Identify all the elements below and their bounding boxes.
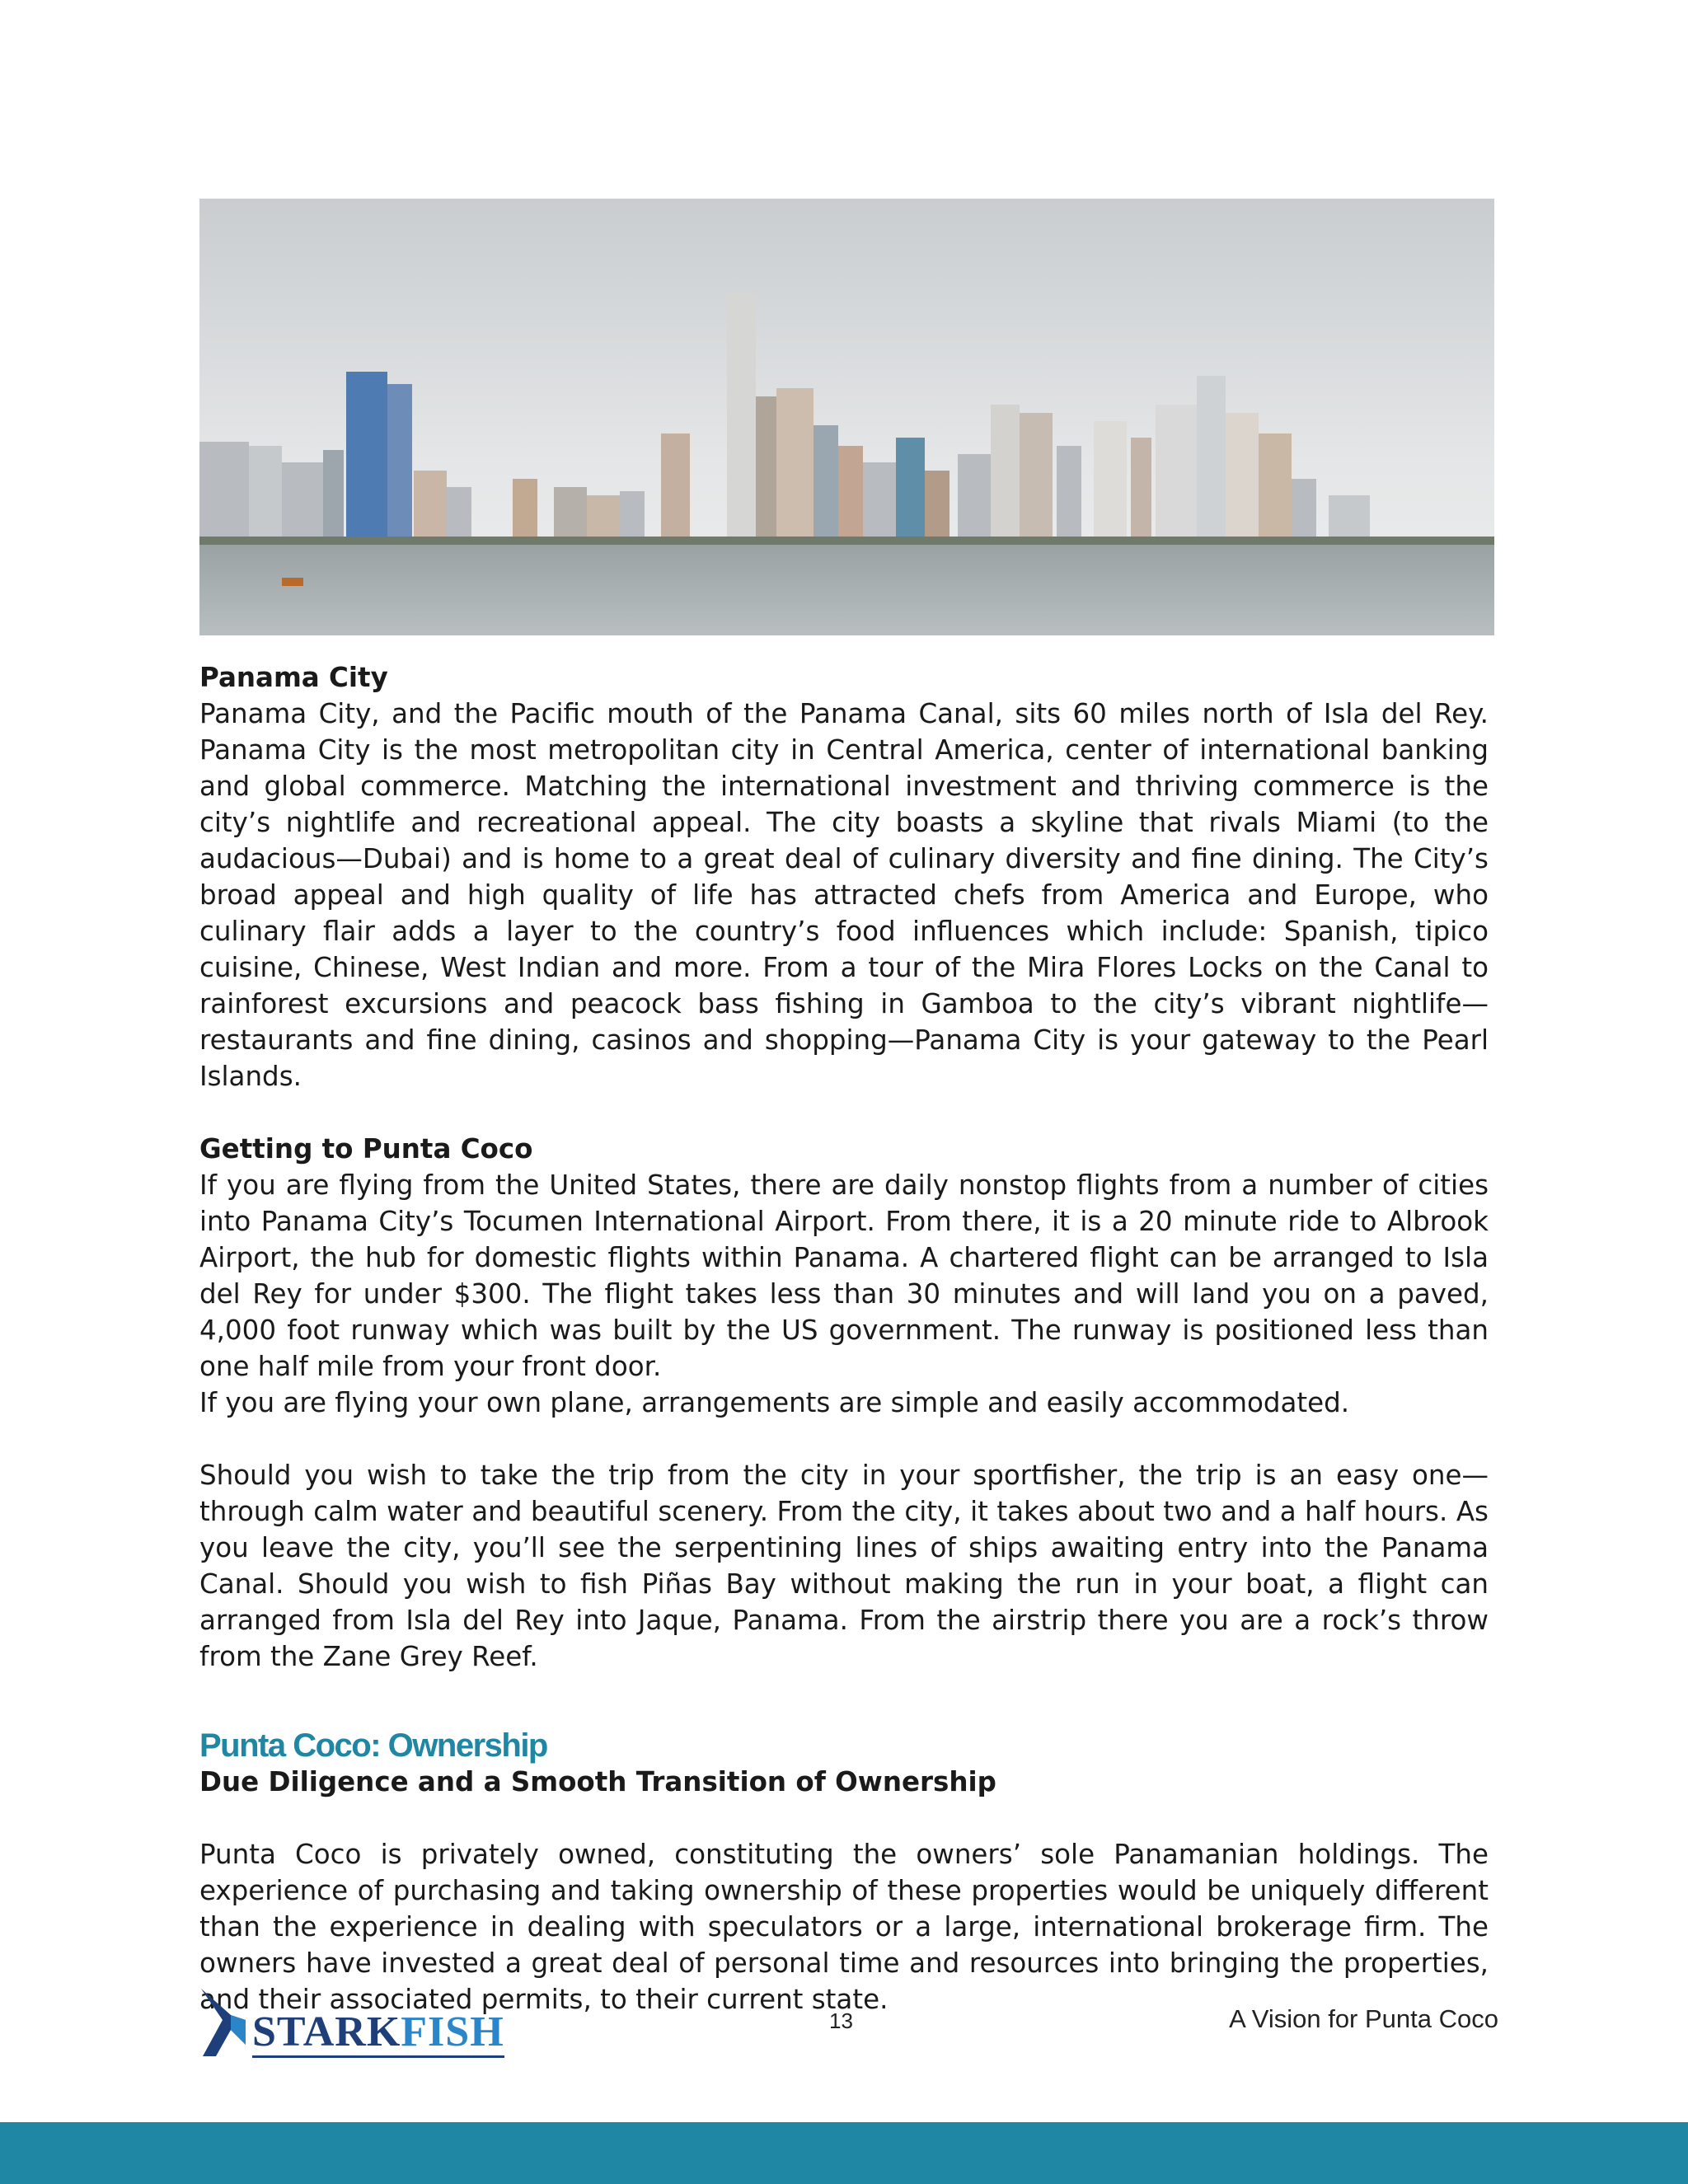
getting-there-heading: Getting to Punta Coco [199, 1133, 533, 1165]
page-footer [0, 1974, 1688, 2064]
document-title: A Vision for Punta Coco [1229, 2004, 1498, 2033]
panama-city-heading: Panama City [199, 662, 388, 693]
starkfish-logo [198, 1984, 504, 2058]
logo-wordmark [252, 2008, 504, 2058]
getting-there-paragraph-2: If you are flying your own plane, arrangements are simple and easily accommodated. [199, 1387, 1350, 1418]
getting-there-paragraph-3: Should you wish to take the trip from the city in your sportfisher, the trip is an easy one—through calm water and beautiful scenery. From the city, it takes about two and a half hours. As you leave the city, you’ll see the serpentining lines of ships awaiting entry into the Panama Canal. Should you wish to fish Piñas Bay without making the run in your boat, a flight can arranged from Isla del Rey into Jaque, Panama. From the airstrip there you are a rock’s throw from the Zane Grey Reef. [199, 1460, 1489, 1672]
ownership-paragraph: Punta Coco is privately owned, constituting the owners’ sole Panamanian holdings. The experience of purchasing and taking ownership of these properties would be uniquely different than the experience in dealing with speculators or a large, international brokerage firm. The owners have invested a great deal of personal time and resources into bringing the properties, and their associated permits, to their current state. [199, 1839, 1489, 2015]
article-body [199, 659, 1489, 2018]
panama-city-paragraph: Panama City, and the Pacific mouth of the Panama Canal, sits 60 miles north of Isla del Rey. Panama City is the most metropolitan city in Central America, center of international banking and global commerce. Matching the international investment and thriving commerce is the city’s nightlife and recreational appeal. The city boasts a skyline that rivals Miami (to the audacious—Dubai) and is home to a great deal of culinary diversity and fine dining. The City’s broad appeal and high quality of life has attracted chefs from America and Europe, who culinary flair adds a layer to the country’s food influences which include: Spanish, tipico cuisine, Chinese, West Indian and more. From a tour of the Mira Flores Locks on the Canal to rainforest excursions and peacock bass fishing in Gamboa to the city’s vibrant nightlife—restaurants and fine dining, casinos and shopping—Panama City is your gateway to the Pearl Islands. [199, 698, 1489, 1092]
panama-city-skyline-photo [199, 199, 1494, 635]
logo-stark-text: STARK [252, 2008, 401, 2055]
page-number: 13 [829, 2008, 853, 2033]
ownership-section-title: Punta Coco: Ownership [199, 1727, 547, 1764]
fish-icon [198, 1987, 249, 2058]
getting-there-paragraph-1: If you are flying from the United States, there are daily nonstop flights from a number of cities into Panama City’s Tocumen International Airport. From there, it is a 20 minute ride to Albrook Airport, the hub for domestic flights within Panama. A chartered flight can be arranged to Isla del Rey for under $300. The flight takes less than 30 minutes and will land you on a paved, 4,000 foot runway which was built by the US government. The runway is positioned less than one half mile from your front door. [199, 1169, 1489, 1382]
logo-fish-text: FISH [401, 2008, 504, 2055]
bottom-accent-bar [0, 2122, 1688, 2184]
ownership-subtitle: Due Diligence and a Smooth Transition of Ownership [199, 1766, 996, 1797]
skyline-illustration [199, 199, 1494, 635]
